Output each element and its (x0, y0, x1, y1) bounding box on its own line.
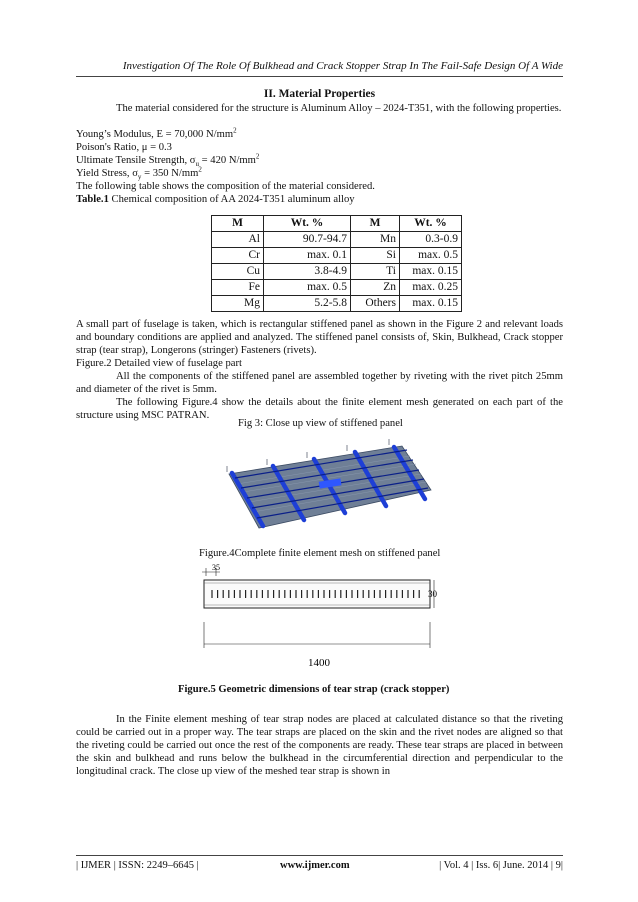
section-title: II. Material Properties (263, 88, 376, 100)
table-header-cell: M (212, 216, 264, 232)
stiffened-panel-figure (197, 432, 437, 542)
table-cell: Si (351, 248, 400, 264)
table-cell: 90.7-94.7 (264, 232, 351, 248)
ultimate-tensile-strength: Ultimate Tensile Strength, $\sigma_u = 420$ $N/mm^2$ (76, 152, 260, 169)
body-paragraph-1: A small part of fuselage is taken, which is rectangular stiffened panel as shown in the Figure 2 and relevant loads and boundary conditions are applied and analyzed. The stiffened panel consists of, Skin, Bulkhead, Crack stopper strap (tear strap), Longerons (stringer) Fasteners (rivets). (76, 319, 563, 356)
header-rule (76, 76, 563, 77)
table-row (212, 264, 462, 280)
table-cell: Mg (212, 296, 264, 312)
tear-strap-width-label: 35 (212, 563, 220, 572)
table-cell: Zn (351, 280, 400, 296)
table-row (212, 296, 462, 312)
table-cell: max. 0.5 (264, 280, 351, 296)
material-intro: The material considered for the structure is Aluminum Alloy – 2024-T351, with the following properties. (116, 103, 562, 114)
poisson-ratio: Poison's Ratio, μ = 0.3 (76, 142, 172, 153)
footer-rule (76, 855, 563, 856)
table-header-cell: Wt. % (264, 216, 351, 232)
body-paragraph-2: All the components of the stiffened panel are assembled together by riveting with the rivet pitch 25mm and diameter of the rivet is 5mm. (76, 371, 563, 395)
body-paragraph-3: The following Figure.4 show the details about the finite element mesh generated on each part of the structure using MSC PATRAN. (76, 397, 563, 421)
table-header-row (212, 216, 462, 232)
table-cell: Fe (212, 280, 264, 296)
table-cell: max. 0.25 (400, 280, 462, 296)
tear-strap-height-label: 30 (428, 589, 437, 599)
table-cell: max. 0.15 (400, 296, 462, 312)
table-cell: Cu (212, 264, 264, 280)
table-row (212, 248, 462, 264)
table-cell: Cr (212, 248, 264, 264)
footer-website-link[interactable]: www.ijmer.com (280, 860, 350, 871)
table-header-cell: Wt. % (400, 216, 462, 232)
table-cell: max. 0.1 (264, 248, 351, 264)
table-cell: Others (351, 296, 400, 312)
youngs-modulus: Young’s Modulus, E = 70,000 $N/mm^2$ (76, 126, 237, 140)
tear-strap-dimension-figure (198, 562, 438, 674)
table-cell: 5.2-5.8 (264, 296, 351, 312)
figure-5-caption: Figure.5 Geometric dimensions of tear strap (crack stopper) (178, 684, 450, 695)
running-header: Investigation Of The Role Of Bulkhead and Crack Stopper Strap In The Fail-Safe Design Of A Wide (122, 60, 563, 72)
footer-journal-info: | IJMER | ISSN: 2249–6645 | (76, 860, 199, 871)
table-cell: Ti (351, 264, 400, 280)
table-intro: The following table shows the composition of the material considered. (76, 181, 375, 192)
table-caption: Table.1 Chemical composition of AA 2024-T351 aluminum alloy (76, 194, 355, 205)
table-header-cell: M (351, 216, 400, 232)
body-paragraph-4: In the Finite element meshing of tear strap nodes are placed at calculated distance so that the riveting could be carried out in a proper way. The tear straps are placed on the skin and the rivet nodes are aligned so that the riveting could be carried out once the rest of the components are ready. These tear straps are placed in between the skin and bulkhead and runs below the bulkhead in the circumferential direction and perpendicular to the longitudinal crack. The close up view of the meshed tear strap is shown in (76, 714, 563, 777)
yield-stress: Yield Stress, $\sigma_y = 350$ $N/mm^2$ (76, 165, 202, 182)
figure-2-caption: Figure.2 Detailed view of fuselage part (76, 358, 242, 369)
table-cell: max. 0.15 (400, 264, 462, 280)
figure-4-caption: Figure.4Complete finite element mesh on stiffened panel (199, 548, 441, 559)
table-row (212, 280, 462, 296)
figure-3-caption: Fig 3: Close up view of stiffened panel (238, 418, 403, 429)
table-cell: Mn (351, 232, 400, 248)
table-cell: Al (212, 232, 264, 248)
tear-strap-length-label: 1400 (308, 657, 330, 669)
composition-table (211, 215, 462, 312)
table-cell: max. 0.5 (400, 248, 462, 264)
footer-volume-info: | Vol. 4 | Iss. 6| June. 2014 | 9| (439, 860, 563, 871)
table-cell: 0.3-0.9 (400, 232, 462, 248)
table-row (212, 232, 462, 248)
table-cell: 3.8-4.9 (264, 264, 351, 280)
